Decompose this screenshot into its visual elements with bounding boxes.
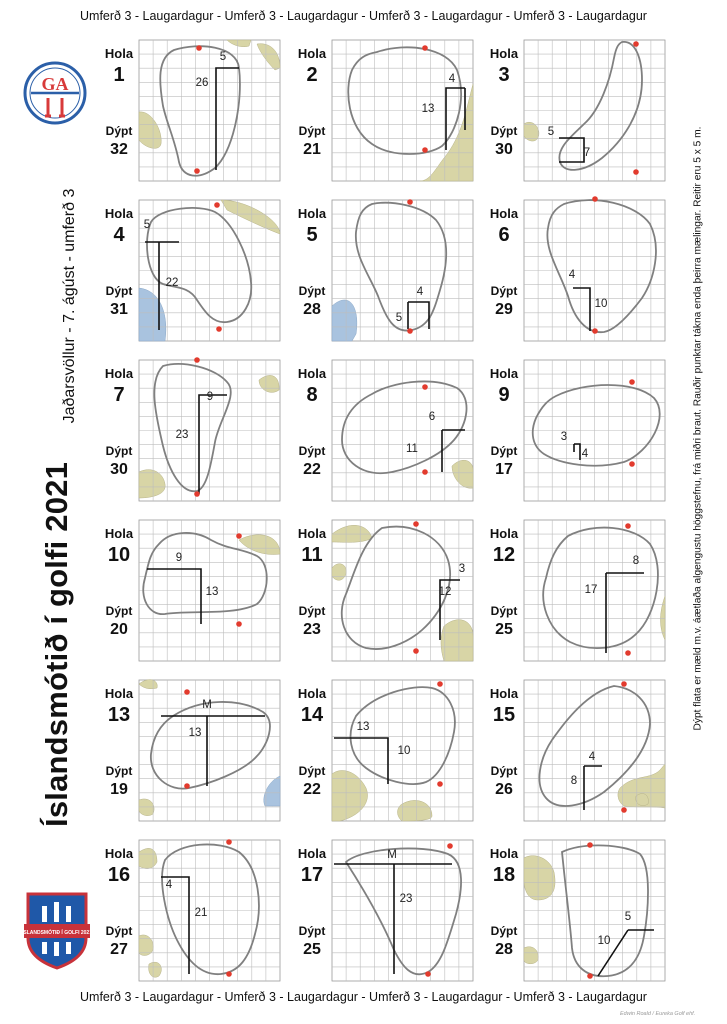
back-marker	[422, 469, 428, 475]
back-marker	[437, 781, 443, 787]
front-marker	[587, 842, 593, 848]
dypt-label: Dýpt	[105, 604, 133, 618]
water-shape	[332, 300, 357, 341]
hola-label: Hola	[297, 686, 327, 701]
green-depth: 30	[110, 461, 128, 478]
back-marker	[633, 169, 639, 175]
dypt-label: Dýpt	[490, 924, 518, 938]
green-diagram	[139, 200, 280, 341]
green-diagram	[524, 200, 665, 341]
length-measure: 8	[570, 775, 578, 787]
width-measure: 9	[175, 552, 183, 564]
green-depth: 23	[303, 621, 321, 638]
back-marker	[425, 971, 431, 977]
green-diagram	[524, 520, 665, 661]
hola-label: Hola	[104, 46, 134, 61]
hole-number: 3	[498, 64, 510, 86]
front-marker	[214, 202, 220, 208]
back-marker	[194, 491, 200, 497]
green-depth: 20	[110, 621, 128, 638]
length-measure: 4	[581, 448, 589, 460]
length-measure: 11	[406, 443, 418, 455]
hole-card-15	[482, 676, 672, 841]
length-measure: 10	[397, 745, 411, 757]
hola-label: Hola	[489, 206, 519, 221]
back-marker	[236, 621, 242, 627]
hole-number: 16	[107, 864, 131, 886]
hola-label: Hola	[104, 686, 134, 701]
green-depth: 19	[110, 781, 128, 798]
hole-card-13	[97, 676, 287, 841]
green-depth: 21	[303, 141, 321, 158]
front-marker	[447, 843, 453, 849]
dypt-label: Dýpt	[298, 764, 326, 778]
hole-number: 18	[492, 864, 516, 886]
length-measure: 12	[438, 586, 452, 598]
hole-number: 9	[498, 384, 510, 406]
green-diagram	[332, 200, 473, 341]
hola-label: Hola	[104, 366, 134, 381]
hole-card-16	[97, 836, 287, 1001]
hola-label: Hola	[489, 686, 519, 701]
width-measure: 9	[206, 391, 214, 403]
length-measure: 7	[583, 147, 591, 159]
hole-number: 6	[498, 224, 510, 246]
back-marker	[422, 147, 428, 153]
hole-card-8	[290, 356, 480, 521]
hole-card-7	[97, 356, 287, 521]
hole-number: 12	[492, 544, 516, 566]
hola-label: Hola	[489, 526, 519, 541]
green-diagram	[332, 360, 473, 501]
length-measure: 10	[597, 935, 611, 947]
width-measure: 13	[356, 721, 370, 733]
hole-card-14	[290, 676, 480, 841]
side-subtitle: Jaðarsvöllur - 7. ágúst - umferð 3	[61, 188, 78, 424]
ga-club-logo	[22, 60, 88, 126]
front-marker	[625, 523, 631, 529]
length-measure: 21	[194, 907, 208, 919]
dypt-label: Dýpt	[490, 444, 518, 458]
hole-card-9	[482, 356, 672, 521]
bunker-shape	[149, 962, 162, 977]
green-diagram	[332, 840, 473, 981]
hole-number: 7	[113, 384, 125, 406]
green-depth: 25	[495, 621, 513, 638]
dypt-label: Dýpt	[105, 764, 133, 778]
width-measure: 3	[560, 431, 568, 443]
green-depth: 26	[495, 781, 513, 798]
dypt-label: Dýpt	[490, 604, 518, 618]
dypt-label: Dýpt	[298, 284, 326, 298]
green-depth: 28	[495, 941, 513, 958]
length-measure: 13	[205, 586, 219, 598]
measurement-note: Dýpt flata er mæld m.v. áætlaða algengustu höggstefnu, frá miðri braut. Rauðir punktar tákna enda þeirra mælingar. Reitir eru 5 x 5 m.	[692, 126, 704, 731]
green-diagram	[139, 360, 280, 501]
hole-number: 15	[492, 704, 516, 726]
hole-number: 13	[107, 704, 131, 726]
length-measure: 26	[195, 77, 209, 89]
bunker-shape	[441, 620, 473, 661]
green-depth: 30	[495, 141, 513, 158]
length-measure: 13	[421, 103, 435, 115]
green-diagram	[524, 840, 665, 981]
green-diagram	[332, 680, 473, 821]
front-marker	[236, 533, 242, 539]
green-depth: 29	[495, 301, 513, 318]
hola-label: Hola	[489, 846, 519, 861]
green-diagram	[332, 40, 473, 181]
back-marker	[625, 650, 631, 656]
back-marker	[194, 168, 200, 174]
green-diagram	[139, 40, 280, 181]
hola-label: Hola	[104, 846, 134, 861]
green-depth: 25	[303, 941, 321, 958]
length-measure: 22	[165, 277, 179, 289]
dypt-label: Dýpt	[298, 124, 326, 138]
width-measure: 4	[165, 879, 173, 891]
back-marker	[226, 971, 232, 977]
hole-number: 1	[113, 64, 125, 86]
length-measure: 13	[188, 727, 202, 739]
width-measure: 5	[143, 219, 151, 231]
green-depth: 28	[303, 301, 321, 318]
hole-card-4	[97, 196, 287, 361]
width-measure: M	[202, 699, 212, 711]
hola-label: Hola	[104, 526, 134, 541]
back-marker	[407, 328, 413, 334]
back-marker	[216, 326, 222, 332]
hola-label: Hola	[297, 526, 327, 541]
hole-number: 14	[300, 704, 324, 726]
side-title: Íslandsmótið í golfi 2021	[39, 461, 74, 827]
hola-label: Hola	[104, 206, 134, 221]
dypt-label: Dýpt	[298, 924, 326, 938]
bunker-shape	[332, 564, 346, 581]
front-marker	[184, 689, 190, 695]
hola-label: Hola	[297, 206, 327, 221]
width-measure: 3	[458, 563, 466, 575]
front-marker	[621, 681, 627, 687]
green-depth: 22	[303, 461, 321, 478]
length-measure: 10	[594, 298, 608, 310]
front-marker	[592, 196, 598, 202]
length-measure: 23	[399, 893, 413, 905]
hole-card-5	[290, 196, 480, 361]
green-diagram	[332, 520, 473, 661]
hole-number: 10	[107, 544, 131, 566]
hola-label: Hola	[297, 46, 327, 61]
width-measure: 8	[632, 555, 640, 567]
dypt-label: Dýpt	[105, 924, 133, 938]
hole-number: 17	[300, 864, 324, 886]
back-marker	[184, 783, 190, 789]
dypt-label: Dýpt	[490, 124, 518, 138]
width-measure: M	[387, 849, 397, 861]
hole-number: 11	[301, 544, 323, 566]
front-marker	[413, 521, 419, 527]
dypt-label: Dýpt	[490, 284, 518, 298]
hole-card-10	[97, 516, 287, 681]
green-depth: 17	[495, 461, 513, 478]
hola-label: Hola	[297, 846, 327, 861]
hola-label: Hola	[489, 46, 519, 61]
green-diagram	[139, 840, 280, 981]
hole-card-1	[97, 36, 287, 201]
front-marker	[226, 839, 232, 845]
back-marker	[413, 648, 419, 654]
hole-number: 5	[306, 224, 318, 246]
dypt-label: Dýpt	[105, 284, 133, 298]
front-marker	[422, 384, 428, 390]
back-marker	[621, 807, 627, 813]
front-marker	[407, 199, 413, 205]
shield-text: ÍSLANDSMÓTIÐ Í GOLFI 2021	[21, 930, 93, 936]
width-measure: 4	[588, 751, 596, 763]
length-measure: 5	[395, 312, 403, 324]
green-diagram	[524, 40, 665, 181]
dypt-label: Dýpt	[105, 124, 133, 138]
width-measure: 5	[547, 126, 555, 138]
front-marker	[437, 681, 443, 687]
banner-top: Umferð 3 - Laugardagur - Umferð 3 - Laugardagur - Umferð 3 - Laugardagur - Umferð 3 - Laugardagur	[80, 9, 647, 23]
hole-card-11	[290, 516, 480, 681]
dypt-label: Dýpt	[298, 604, 326, 618]
credit: Edwin Roald / Eureka Golf ehf.	[620, 1011, 696, 1017]
length-measure: 17	[584, 584, 598, 596]
hole-card-3	[482, 36, 672, 201]
hole-card-18	[482, 836, 672, 1001]
hole-number: 2	[306, 64, 318, 86]
front-marker	[422, 45, 428, 51]
width-measure: 5	[219, 51, 227, 63]
back-marker	[629, 461, 635, 467]
front-marker	[194, 357, 200, 363]
green-depth: 32	[110, 141, 128, 158]
bunker-shape	[139, 848, 157, 868]
dypt-label: Dýpt	[490, 764, 518, 778]
hola-label: Hola	[297, 366, 327, 381]
dypt-label: Dýpt	[105, 444, 133, 458]
hole-number: 4	[113, 224, 125, 246]
width-measure: 5	[624, 911, 632, 923]
hole-card-17	[290, 836, 480, 1001]
length-measure: 23	[175, 429, 189, 441]
hole-card-12	[482, 516, 672, 681]
hole-card-2	[290, 36, 480, 201]
green-diagram	[139, 520, 280, 661]
hola-label: Hola	[489, 366, 519, 381]
back-marker	[592, 328, 598, 334]
hole-number: 8	[306, 384, 318, 406]
front-marker	[633, 41, 639, 47]
tournament-shield-logo	[20, 888, 94, 972]
banner-bottom: Umferð 3 - Laugardagur - Umferð 3 - Laugardagur - Umferð 3 - Laugardagur - Umferð 3 - Laugardagur	[80, 990, 647, 1004]
green-depth: 22	[303, 781, 321, 798]
bunker-shape	[636, 794, 649, 806]
hole-card-6	[482, 196, 672, 361]
width-measure: 4	[416, 286, 424, 298]
green-depth: 27	[110, 941, 128, 958]
green-diagram	[524, 680, 665, 821]
width-measure: 4	[568, 269, 576, 281]
back-marker	[587, 973, 593, 979]
green-diagram	[524, 360, 665, 501]
front-marker	[196, 45, 202, 51]
green-diagram	[139, 680, 280, 821]
green-depth: 31	[110, 301, 128, 318]
width-measure: 6	[428, 411, 436, 423]
front-marker	[629, 379, 635, 385]
dypt-label: Dýpt	[298, 444, 326, 458]
width-measure: 4	[448, 73, 456, 85]
logo-letters-top: GA	[41, 74, 69, 94]
